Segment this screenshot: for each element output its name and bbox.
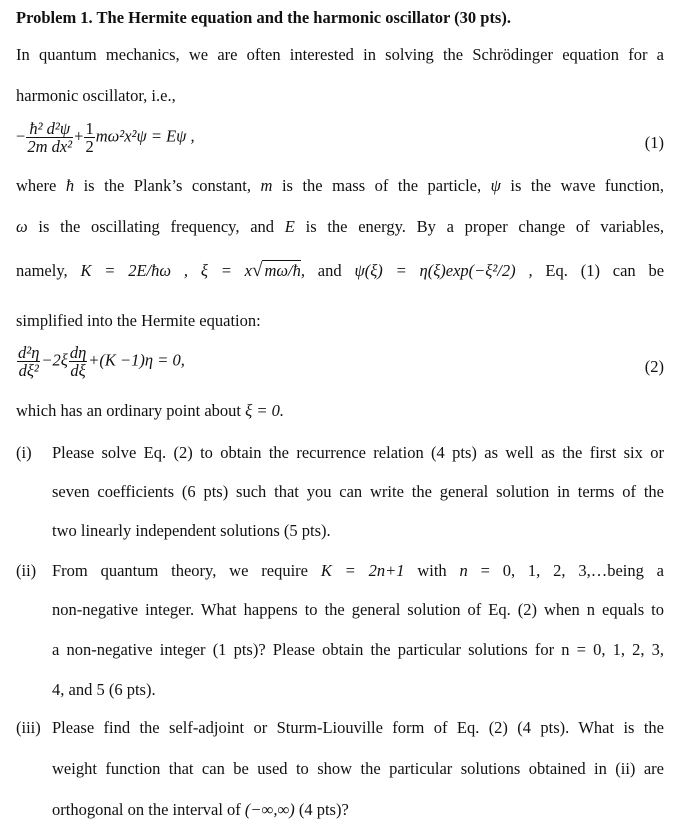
eq1-fraction-1 <box>26 120 73 155</box>
item-iii-line-1: Please find the self-adjoint or Sturm-Liouville form of Eq. (2) (4 pts). What is the <box>52 718 664 737</box>
omega-text-2: is the energy. By a proper change of variables, <box>305 217 665 236</box>
k-definition: K = 2E/ħω , <box>80 261 188 280</box>
xi-definition <box>201 261 305 280</box>
item-iii-text-a: orthogonal on the interval of <box>52 800 241 819</box>
energy-symbol: E <box>284 217 295 236</box>
namely-line <box>16 260 664 282</box>
item-i-line-3: two linearly independent solutions (5 pts). <box>52 521 331 540</box>
eq2-middle: −2ξ <box>41 350 68 370</box>
eq1-fraction-2 <box>84 120 94 155</box>
simplified-line: simplified into the Hermite equation: <box>16 311 261 330</box>
xi-definition-end: , <box>300 261 305 280</box>
xi-definition-left: ξ = x <box>200 261 252 280</box>
intro-line-1: In quantum mechanics, we are often interested in solving the Schrödinger equation for a <box>16 45 664 64</box>
item-ii-k-condition: K = 2n+1 <box>320 561 405 580</box>
ordinary-point-line <box>16 401 284 421</box>
item-i-line-2: seven coefficients (6 pts) such that you can write the general solution in terms of the <box>52 482 664 501</box>
eq1-minus: − <box>16 126 26 146</box>
xi-definition-sqrt: mω/ħ <box>264 261 301 280</box>
item-ii-line-2: non-negative integer. What happens to the general solution of Eq. (2) when n equals to <box>52 600 664 619</box>
intro-line-2: harmonic oscillator, i.e., <box>16 86 176 105</box>
omega-line <box>16 217 664 237</box>
eq2-frac2-numerator: dη <box>69 343 87 362</box>
where-text-3: is the mass of the particle, <box>281 176 482 195</box>
ordinary-point-text: which has an ordinary point about <box>16 401 241 420</box>
eq2-frac1-denominator: dξ² <box>18 361 39 380</box>
equation-2-number: (2) <box>644 357 664 376</box>
item-i-line-1: Please solve Eq. (2) to obtain the recurrence relation (4 pts) as well as the first six or <box>52 443 664 462</box>
item-iii-label: (iii) <box>16 718 41 737</box>
omega-text-1: is the oscillating frequency, and <box>38 217 275 236</box>
eq1-frac2-numerator: 1 <box>85 119 94 138</box>
namely-text: namely, <box>16 261 68 280</box>
where-line <box>16 176 664 196</box>
eq2-fraction-2 <box>69 344 87 379</box>
eq1-frac2-denominator: 2 <box>85 137 94 156</box>
item-iii-line-3 <box>52 800 349 820</box>
item-ii-n-symbol: n <box>459 561 468 580</box>
eq2-rest: +(K −1)η = 0, <box>88 350 185 370</box>
item-ii-text-b: with <box>417 561 447 580</box>
equation-1-number: (1) <box>644 133 664 152</box>
psi-definition: ψ(ξ) = η(ξ)exp(−ξ²/2) , <box>354 261 533 280</box>
item-iii-line-2: weight function that can be used to show the particular solutions obtained in (ii) are <box>52 759 664 778</box>
item-ii-line-4: 4, and 5 (6 pts). <box>52 680 156 699</box>
where-text-1: where <box>16 176 57 195</box>
equation-1 <box>16 120 195 155</box>
ordinary-point-math: ξ = 0. <box>245 401 284 420</box>
equation-2 <box>16 344 185 379</box>
omega-symbol: ω <box>16 217 28 236</box>
eq1-frac1-denominator: 2m dx² <box>27 137 73 156</box>
item-ii-text-a: From quantum theory, we require <box>52 561 308 580</box>
psi-symbol: ψ <box>490 176 501 195</box>
item-i-label: (i) <box>16 443 32 462</box>
mass-symbol: m <box>260 176 273 195</box>
item-ii-line-3: a non-negative integer (1 pts)? Please obtain the particular solutions for n = 0, 1, 2, 3, <box>52 640 664 659</box>
eq2-frac1-numerator: d²η <box>18 343 40 362</box>
eq2-fraction-1 <box>17 344 40 379</box>
eq1-rest: mω²x²ψ = Eψ , <box>95 126 195 146</box>
eq1-frac1-numerator: ħ² d²ψ <box>29 119 71 138</box>
item-ii-label: (ii) <box>16 561 37 580</box>
sqrt-icon: √ <box>252 260 263 281</box>
hbar-symbol: ħ <box>65 176 75 195</box>
item-ii-text-c: = 0, 1, 2, 3,…being a <box>480 561 665 580</box>
item-iii-text-b: (4 pts)? <box>298 800 349 819</box>
where-text-4: is the wave function, <box>510 176 665 195</box>
item-iii-interval: (−∞,∞) <box>244 800 295 819</box>
where-text-2: is the Plank’s constant, <box>83 176 251 195</box>
eq1-plus: + <box>74 126 84 146</box>
and-text: and <box>317 261 342 280</box>
eq-ref-text: Eq. (1) can be <box>545 261 665 280</box>
item-ii-line-1 <box>52 561 664 581</box>
eq2-frac2-denominator: dξ <box>70 361 86 380</box>
problem-title: Problem 1. The Hermite equation and the harmonic oscillator (30 pts). <box>16 8 511 27</box>
